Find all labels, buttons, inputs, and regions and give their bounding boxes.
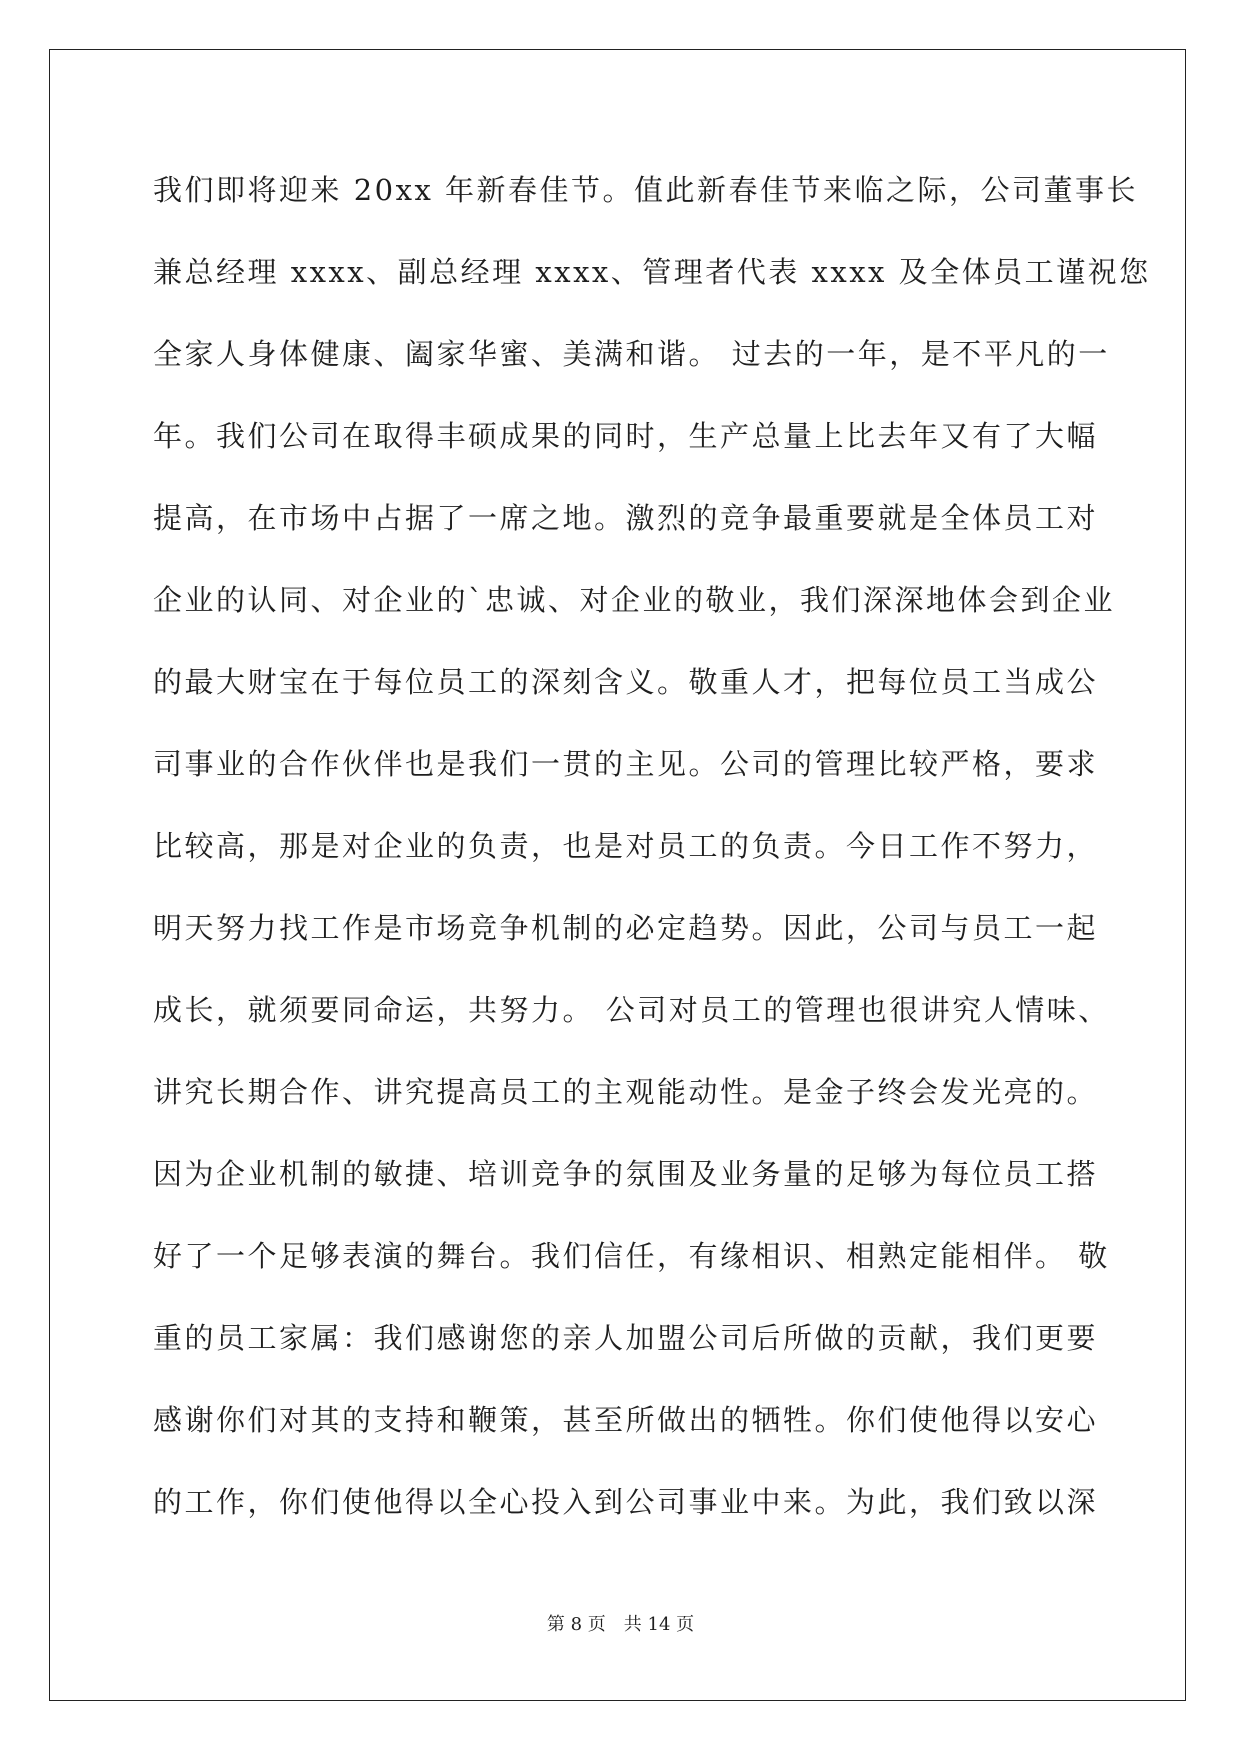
- text-line: 比较高，那是对企业的负责，也是对员工的负责。今日工作不努力，: [153, 829, 1099, 863]
- text-line: 的最大财宝在于每位员工的深刻含义。敬重人才，把每位员工当成公: [153, 665, 1099, 699]
- text-line: 企业的认同、对企业的`忠诚、对企业的敬业，我们深深地体会到企业: [153, 583, 1116, 617]
- page-footer: [0, 1610, 1241, 1636]
- text-line: 因为企业机制的敏捷、培训竞争的氛围及业务量的足够为每位员工搭: [153, 1157, 1099, 1191]
- page-number: 第 8 页: [546, 1614, 606, 1635]
- text-line: 我们即将迎来 20xx 年新春佳节。值此新春佳节来临之际，公司董事长: [153, 173, 1139, 207]
- text-line: 讲究长期合作、讲究提高员工的主观能动性。是金子终会发光亮的。: [153, 1075, 1099, 1109]
- page-total: 共 14 页: [623, 1614, 695, 1635]
- text-line: 司事业的合作伙伴也是我们一贯的主见。公司的管理比较严格，要求: [153, 747, 1099, 781]
- text-line: 兼总经理 xxxx、副总经理 xxxx、管理者代表 xxxx 及全体员工谨祝您: [153, 255, 1151, 289]
- text-line: 重的员工家属：我们感谢您的亲人加盟公司后所做的贡献，我们更要: [153, 1321, 1099, 1355]
- text-line: 感谢你们对其的支持和鞭策，甚至所做出的牺牲。你们使他得以安心: [153, 1403, 1099, 1437]
- text-line: 明天努力找工作是市场竞争机制的必定趋势。因此，公司与员工一起: [153, 911, 1099, 945]
- text-line: 年。我们公司在取得丰硕成果的同时，生产总量上比去年又有了大幅: [153, 419, 1099, 453]
- text-line: 全家人身体健康、阖家华蜜、美满和谐。 过去的一年，是不平凡的一: [153, 337, 1110, 371]
- text-line: 的工作，你们使他得以全心投入到公司事业中来。为此，我们致以深: [153, 1485, 1099, 1519]
- document-body: [153, 162, 1151, 1556]
- text-line: 提高，在市场中占据了一席之地。激烈的竞争最重要就是全体员工对: [153, 501, 1099, 535]
- text-line: 成长，就须要同命运，共努力。 公司对员工的管理也很讲究人情味、: [153, 993, 1110, 1027]
- text-line: 好了一个足够表演的舞台。我们信任，有缘相识、相熟定能相伴。 敬: [153, 1239, 1110, 1273]
